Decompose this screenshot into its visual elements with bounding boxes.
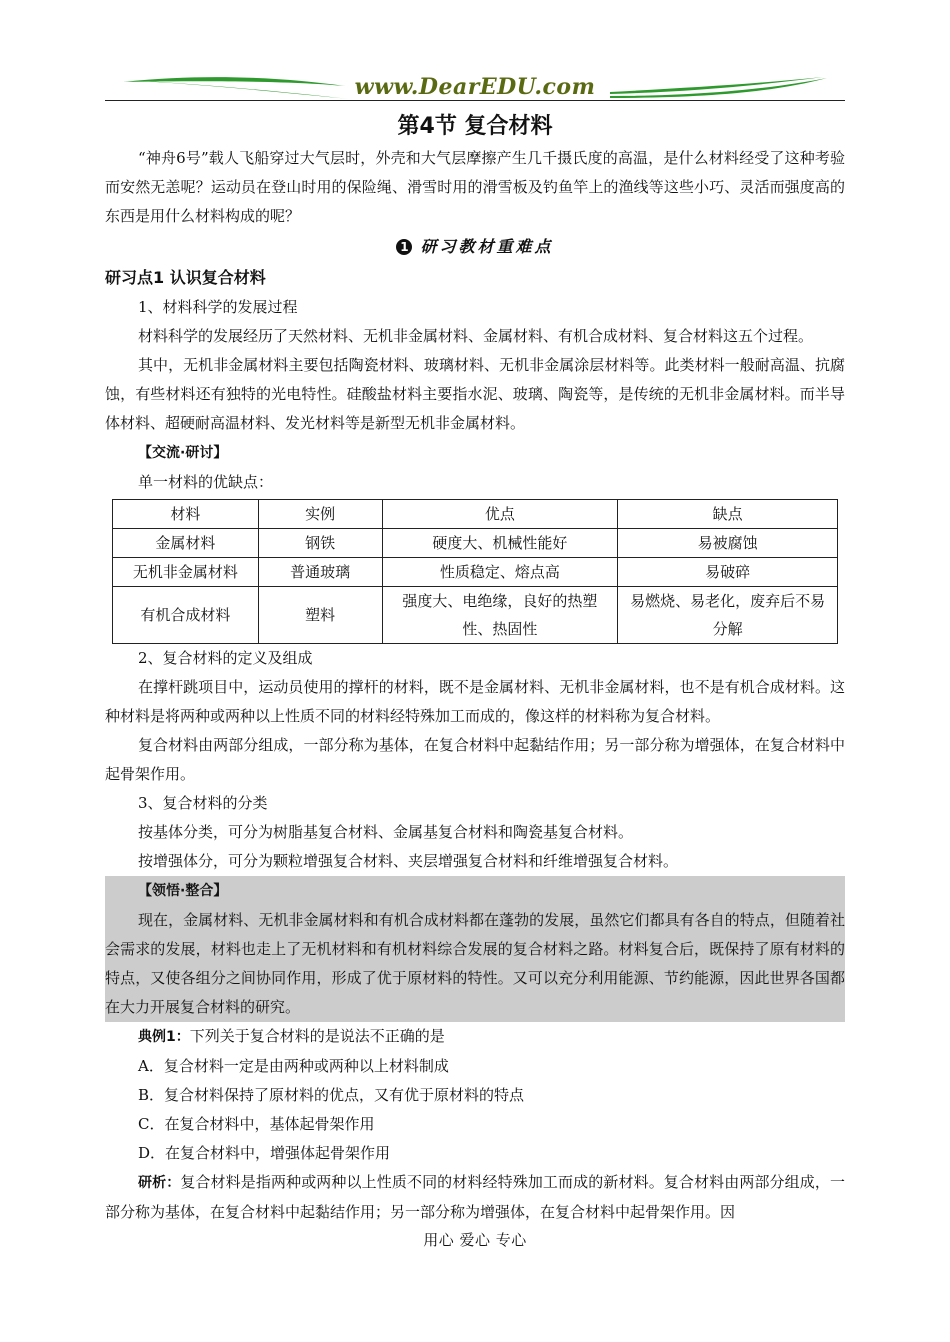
main-content bbox=[105, 108, 845, 1227]
table-cell: 塑料 bbox=[258, 587, 382, 644]
table-row bbox=[113, 529, 838, 558]
table-cell: 性质稳定、熔点高 bbox=[382, 558, 618, 587]
subheading-1: 1、材料科学的发展过程 bbox=[138, 298, 298, 316]
table-header-row bbox=[113, 500, 838, 529]
exchange-label: 【交流·研讨】 bbox=[138, 445, 228, 461]
table-cell: 无机非金属材料 bbox=[113, 558, 259, 587]
table-caption: 单一材料的优缺点： bbox=[138, 473, 274, 491]
study-point-title: 研习点1 认识复合材料 bbox=[105, 268, 266, 287]
table-cell: 强度大、电绝缘，良好的热塑性、热固性 bbox=[382, 587, 618, 644]
table-cell: 钢铁 bbox=[258, 529, 382, 558]
option-c: C．在复合材料中，基体起骨架作用 bbox=[138, 1115, 375, 1133]
table-cell: 易燃烧、易老化，废弃后不易分解 bbox=[618, 587, 838, 644]
table-header-cell: 优点 bbox=[382, 500, 618, 529]
insight-paragraph: 现在，金属材料、无机非金属材料和有机合成材料都在蓬勃的发展，虽然它们都具有各自的特点，但随着社会需求的发展，材料也走上了无机材料和有机材料综合发展的复合材料之路。材料复合后，既保持了原有材料的特点，又使各组分之间协同作用，形成了优于原材料的特性。又可以充分利用能源、节约能源，因此世界各国都在大力开展复合材料的研究。 bbox=[105, 911, 845, 1016]
example-question: 典例1：下列关于复合材料的是说法不正确的是 bbox=[138, 1027, 445, 1045]
paragraph-5: 按基体分类，可分为树脂基复合材料、金属基复合材料和陶瓷基复合材料。 bbox=[138, 823, 634, 841]
header-rule bbox=[105, 100, 845, 101]
page-title: 第4节 复合材料 bbox=[397, 114, 553, 139]
table-cell: 硬度大、机械性能好 bbox=[382, 529, 618, 558]
table-cell: 有机合成材料 bbox=[113, 587, 259, 644]
intro-paragraph: “神舟6号”载人飞船穿过大气层时，外壳和大气层摩擦产生几千摄氏度的高温，是什么材料经受了这种考验而安然无恙呢？运动员在登山时用的保险绳、滑雪时用的滑雪板及钓鱼竿上的渔线等这些小巧、灵活而强度高的东西是用什么材料构成的呢？ bbox=[105, 149, 845, 225]
materials-table bbox=[112, 499, 838, 644]
paragraph-4: 复合材料由两部分组成，一部分称为基体，在复合材料中起黏结作用；另一部分称为增强体，在复合材料中起骨架作用。 bbox=[105, 736, 845, 783]
table-row bbox=[113, 558, 838, 587]
paragraph-6: 按增强体分，可分为颗粒增强复合材料、夹层增强复合材料和纤维增强复合材料。 bbox=[138, 852, 679, 870]
subheading-2: 2、复合材料的定义及组成 bbox=[138, 649, 313, 667]
site-logo-text: www.DearEDU.com bbox=[354, 74, 596, 100]
paragraph-3: 在撑杆跳项目中，运动员使用的撑杆的材料，既不是金属材料、无机非金属材料，也不是有机合成材料。这种材料是将两种或两种以上性质不同的材料经特殊加工而成的，像这样的材料称为复合材料。 bbox=[105, 678, 845, 725]
table-header-cell: 材料 bbox=[113, 500, 259, 529]
section-heading-text: 研习教材重难点 bbox=[420, 237, 554, 256]
option-a: A．复合材料一定是由两种或两种以上材料制成 bbox=[138, 1057, 449, 1075]
table-row bbox=[113, 587, 838, 644]
table-cell: 金属材料 bbox=[113, 529, 259, 558]
numbered-bullet-icon: 1 bbox=[396, 239, 412, 255]
option-d: D．在复合材料中，增强体起骨架作用 bbox=[138, 1144, 391, 1162]
paragraph-1: 材料科学的发展经历了天然材料、无机非金属材料、金属材料、有机合成材料、复合材料这五个过程。 bbox=[138, 327, 814, 345]
section-heading bbox=[105, 231, 845, 262]
insight-box bbox=[105, 876, 845, 1022]
table-cell: 普通玻璃 bbox=[258, 558, 382, 587]
table-header-cell: 缺点 bbox=[618, 500, 838, 529]
subheading-3: 3、复合材料的分类 bbox=[138, 794, 268, 812]
option-b: B．复合材料保持了原材料的优点，又有优于原材料的特点 bbox=[138, 1086, 525, 1104]
table-header-cell: 实例 bbox=[258, 500, 382, 529]
table-cell: 易破碎 bbox=[618, 558, 838, 587]
analysis-paragraph: 研析：复合材料是指两种或两种以上性质不同的材料经特殊加工而成的新材料。复合材料由两部分组成，一部分称为基体，在复合材料中起黏结作用；另一部分称为增强体，在复合材料中起骨架作用。因 bbox=[105, 1173, 845, 1221]
page-footer: 用心 爱心 专心 bbox=[423, 1231, 527, 1249]
paragraph-2: 其中，无机非金属材料主要包括陶瓷材料、玻璃材料、无机非金属涂层材料等。此类材料一般耐高温、抗腐蚀，有些材料还有独特的光电特性。硅酸盐材料主要指水泥、玻璃、陶瓷等，是传统的无机非金属材料。而半导体材料、超硬耐高温材料、发光材料等是新型无机非金属材料。 bbox=[105, 356, 845, 432]
insight-label: 【领悟·整合】 bbox=[138, 883, 228, 899]
table-cell: 易被腐蚀 bbox=[618, 529, 838, 558]
